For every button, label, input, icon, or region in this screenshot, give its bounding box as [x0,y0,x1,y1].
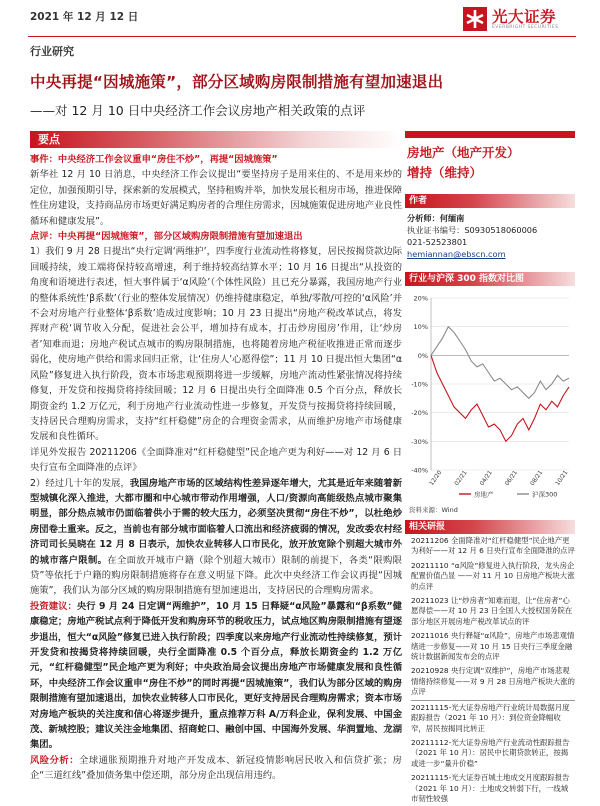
author-block [405,212,575,260]
main-column [30,131,402,784]
related-report-item[interactable]: 20211115-光大证券百城土地成交月度跟踪报告（2021 年 10 月）：土地成交转弱下行，一线城市韧性较强 [411,773,570,803]
related-report-item[interactable]: 20211016 央行释疑“α风险”，房地产市场悲观情绪进一步修复——对 10 月 15 日央行三季度金融统计数据新闻发布会的点评 [411,631,575,662]
chart-y-tick-label: -10% [411,380,428,389]
chart-x-tick-label: 02/21 [454,469,469,487]
chart-x-tick-label: 08/21 [529,469,545,487]
license-number: 执业证书编号：S0930518060006 [407,225,538,235]
comment-paragraph-2 [30,476,402,599]
sidebar [405,131,575,806]
comment-reference: 详见外发报告 20211206《全面降准对“红杆稳健型”民企地产更为利好——对 12 月 6 日央行宣布全面降准的点评》 [30,446,402,474]
brand-logo-icon [462,6,488,32]
related-report-item[interactable]: 20211023 让“炒房者”知难而退，让“住房者”心愿得偿——对 10 月 23 日全国人大授权国务院在部分地区开展房地产税改革试点的评 [411,596,573,626]
chart-source: 资料来源：Wind [409,506,458,514]
chart-x-tick-label: 10/21 [554,469,570,487]
chart-x-tick-label: 06/21 [504,469,520,487]
brand-name-en: EVERBRIGHT SECURITIES [492,25,559,30]
chart-legend-label: 沪深300 [532,490,558,499]
related-reports-list [405,534,575,700]
related-report-item[interactable]: 20211110 “α风险”修复进入执行阶段，龙头房企配置价值凸显 ——对 11 月 10 日房地产板块大涨的点评 [411,560,575,591]
chart-y-tick-label: 20% [413,294,428,303]
rating-sector: 房地产（地产开发） [407,145,520,160]
report-subtitle: ——对 12 月 10 日中央经济工作会议房地产相关政策的点评 [30,103,366,118]
risk-paragraph [30,753,402,784]
rating-value: 增持（维持） [407,165,483,180]
related-report-item[interactable]: 20211112-光大证券房地产行业流动性跟踪报告（2021 年 10 月）：居民中长期贷款转正，按揭或进一步“量升价稳” [411,737,570,768]
chart-header: 行业与沪深 300 指数对比图 [405,272,575,286]
investment-text: 央行 9 月 24 日定调“两维护”，10 月 15 日释疑“α风险”暴露和“β系数”健康稳定；房地产税试点利于降低开发和购房环节的税收压力，试点地区购房限制措施有望逐步退出，恒大“α风险”修复已进入执行阶段；四季度以来房地产行业流动性持续修复，预计开发贷和按揭贷将持续回暖，央行全面降准 0.5 个百分点，释放长期资金约 1.2 万亿元，“红杆稳健型”民企地产更为利好；中央政治局会议提出房地产市场健康发展和良性循环，中央经济工作会议重申“房住不炒”的同时再提“因城施策”，我们认为部分区域的购房限制措施有望加速退出，加快农业转移人口市民化，更好支持居民合理购房需求；资本市场对房地产板块的关注度和信心将逐步提升，重点推荐万科 A/万科企业，保利发展、中国金茂、新城控股；建议关注金地集团、招商蛇口、融创中国、中国海外发展、华润置地、龙湖集团。 [30,600,402,751]
analyst-email-link[interactable]: hemiannan@ebscn.com [407,249,506,259]
related-report-item[interactable]: 20211115-光大证券房地产行业统计局数据月度跟踪报告（2021 年 10 月）：到位资金降幅收窄，居民按揭同比转正 [411,702,570,733]
related-reports-list-2 [405,701,575,806]
chart-x-tick-label: 12/20 [428,469,444,487]
chart-y-tick-label: -40% [411,466,428,475]
report-date: 2021 年 12 月 12 日 [30,11,139,23]
event-paragraph: 新华社 12 月 10 日消息，中央经济工作会议提出“要坚持房子是用来住的、不是用来炒的定位，加强预期引导，探索新的发展模式，坚持租购并举，加快发展长租房市场，推进保障性住房建设，支持商品房市场更好满足购房者的合理住房需求，因城施策促进房地产业良性循环和健康发展”。 [30,169,402,227]
author-header: 作者 [405,194,575,208]
comment-2-lead: 2）经过几十年的发展， [30,477,130,489]
chart-series-line [431,327,569,399]
chart-svg [405,290,575,500]
analyst-phone: 021-52523801 [407,237,468,247]
comment-2-tail: 在全面放开城市户籍（除个别超大城市）限制的前提下，各类“限购限贷”等依托于户籍的购房限制措施将存在意义明显下降。此次中央经济工作会议再提“因城施策”，我们认为部分区域的购房限制措施有望加速退出，支持居民的合理购房需求。 [30,554,402,597]
comment-label: 点评：中央再提“因城施策”，部分区域购房限制措施有望加速退出 [30,231,303,243]
investment-paragraph [30,599,402,753]
rating-bar [405,131,575,138]
chart-series-line [431,355,569,441]
chart-y-tick-label: 0% [417,351,428,360]
header-divider [28,36,576,37]
related-report-item[interactable]: 20211206 全面降准对“红杆稳健型”民企地产更为利好——对 12 月 6 日央行宣布全面降准的点评 [411,536,575,556]
chart-y-tick-label: -20% [411,409,428,418]
comment-paragraph-1: 1）我们 9 月 28 日提出“央行定调‘两维护’，四季度行业流动性将修复，居民按揭贷款边际回暖持续，竣工端将保持较高增速，利于维持较高结算水平；10 月 16 日提出“从投资的角度和语境进行表述，恒大事件属于‘α风险’（个体性风险）且已充分暴露，我国房地产行业的整体系统性‘β系数’（行业的整体发展情况）仍维持健康稳定，单独/零散/可控的‘α风险’并不会对房地产行业整体‘β系数’造成过度影响；10 月 23 日提出“房地产税改革试点，将发挥财产税‘调节收入分配，促进社会公平，增加持有成本，打击炒房囤房’作用，让‘炒房者’知难而退；房地产税试点城市的购房限制措施，也将随着房地产税征收推进正常而逐步弱化，使房地产供给和需求回归正常，让‘住房人’心愿得偿”；11 月 10 日提出恒大集团“α风险”修复进入执行阶段，资本市场悲观预期将进一步缓解，房地产流动性紧张情况将持续修复，开发贷和按揭贷将持续回暖；12 月 6 日提出央行全面降准 0.5 个百分点，释放长期资金约 1.2 万亿元，利于房地产行业流动性进一步修复，开发贷与按揭贷将持续回暖，支持居民合理购房需求，支持“红杆稳健”房企的合理资金需求，从而维护房地产市场健康发展和良性循环。 [30,246,402,443]
index-comparison-chart [405,290,575,504]
brand-logo [462,4,574,34]
comment-2-bold: 我国房地产市场的区域结构性差异逐年增大，尤其是近年来随着新型城镇化深入推进，大都市圈和中心城市带动作用增强，人口/资源向高能级热点城市聚集明显，部分热点城市仍面临着供小于需的较大压力，必须坚决贯彻“房住不炒”，以杜绝炒房団卷土重来。反之，当前也有部分城市面临着人口流出和经济疲弱的情况，发改委农村经济司司长吴晓在 12 月 8 日表示，加快农业转移人口市民化，放开放宽除个别超大城市外的城市落户限制。 [30,477,402,566]
chart-legend-label: 房地产 [474,490,494,499]
event-label: 事件：中央经济工作会议重申“房住不炒”，再提“因城施策” [30,154,278,165]
risk-text: 全球通胀预期推升对地产开发成本、新冠疫情影响居民收入和信贷扩张；房企“三道红线”叠加债务集中偿还期，部分房企出现信用违约。 [30,754,402,782]
report-category: 行业研究 [30,45,74,58]
investment-label: 投资建议： [30,600,77,612]
chart-x-tick-label: 04/21 [479,469,494,487]
chart-y-tick-label: -30% [411,437,428,446]
chart-y-tick-label: 10% [413,323,428,332]
risk-label: 风险分析： [30,754,80,766]
related-reports-header: 相关研报 [405,520,575,534]
section-header: 要点 [30,131,402,148]
analyst-name: 分析师：何缅南 [407,213,465,223]
related-report-item[interactable]: 20210928 央行定调“双维护”，房地产市场悲观情绪持续修复——对 9 月 28 日房地产板块大涨的点评 [411,666,575,697]
report-title: 中央再提“因城施策”，部分区域购房限制措施有望加速退出 [30,73,444,91]
brand-name: 光大证券 [492,8,557,26]
